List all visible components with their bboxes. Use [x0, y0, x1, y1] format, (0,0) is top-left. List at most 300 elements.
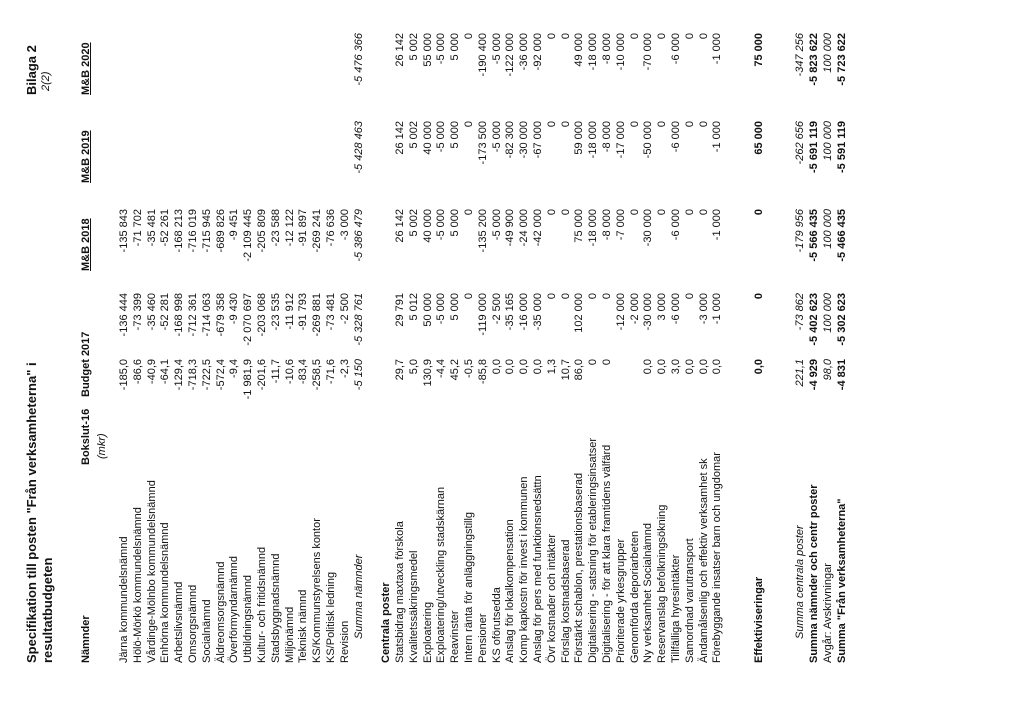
table-row [146, 23, 160, 663]
row-label: Summa centrala poster [794, 525, 807, 639]
attachment-label: Bilaga 2 [24, 45, 39, 95]
row-value: -5 000 [490, 209, 503, 241]
row-value: 0 [545, 33, 558, 40]
row-value: -30 000 [518, 121, 531, 159]
row-value: -205 809 [256, 209, 268, 253]
table-row [780, 23, 794, 663]
row-value: -2 070 697 [242, 293, 255, 346]
row-value: 0 [601, 293, 613, 300]
row-value: 0,0 [490, 359, 503, 375]
row-value: -35 481 [145, 209, 158, 247]
row-value: -173 500 [476, 121, 489, 165]
row-value: 5 012 [407, 293, 420, 321]
row-value: -18 000 [587, 121, 600, 159]
table-row [325, 23, 339, 663]
row-value: -73 399 [131, 293, 144, 331]
row-value: -30 000 [642, 293, 655, 331]
row-value: 0 [559, 293, 572, 300]
row-label: Enhörna kommundelsnämnd [159, 522, 172, 663]
row-value: -269 241 [311, 209, 324, 253]
row-value: -5 691 119 [808, 121, 820, 173]
row-value: -92 000 [532, 33, 544, 71]
row-value: -201,6 [256, 359, 268, 391]
row-value: 0 [545, 209, 558, 216]
column-header-mb-2019: M&B 2019 [80, 130, 92, 183]
row-value: -4,4 [435, 359, 448, 378]
row-value: 0 [559, 33, 572, 40]
row-label: Avgår: Avskrivningar [821, 563, 834, 663]
row-value: 0 [587, 359, 600, 366]
row-label: Förstärkt schablon, prestationsbaserad [573, 472, 586, 663]
row-value: 0,0 [752, 359, 765, 375]
row-label: Hölö-Mörkö kommundelsnämnd [131, 507, 144, 663]
row-value: -5 591 119 [835, 121, 848, 173]
row-value: -71,6 [325, 359, 337, 385]
row-value: 0 [463, 33, 475, 40]
row-value: 0,0 [642, 359, 655, 375]
row-value: -5 386 479 [352, 209, 365, 262]
row-value: 0 [463, 121, 475, 128]
row-label: Ny verksamhet Socialnämnd [642, 522, 655, 663]
row-value: -5 466 435 [835, 209, 848, 262]
row-value: -1 000 [711, 293, 724, 325]
row-value: -40,9 [145, 359, 158, 385]
document-title-line-2: resultatbudgeten [40, 557, 55, 663]
row-label: Pensioner [476, 613, 489, 663]
row-value: 0 [601, 359, 613, 366]
row-value: -71 702 [131, 209, 144, 247]
row-value: -0,5 [463, 359, 475, 378]
row-value: 100 000 [821, 121, 834, 161]
row-value: -1 981,9 [242, 359, 255, 400]
table-row [339, 23, 353, 663]
row-label: Äldreomsorgsnämnd [214, 561, 227, 663]
row-label: Statsbidrag maxtaxa förskola [394, 521, 406, 663]
table-row [187, 23, 201, 663]
table-row [739, 23, 753, 663]
row-label: Summa "Från verksamheterna" [835, 498, 848, 663]
row-label: Kvalitetssäkringsmedel [407, 550, 420, 663]
row-label: Omsorgsnämnd [187, 584, 199, 663]
row-value: 26 142 [394, 121, 406, 155]
table-row [698, 23, 712, 663]
table-row [684, 23, 698, 663]
unit-label: (mkr) [96, 433, 108, 459]
row-value: 3,0 [670, 359, 682, 375]
table-row [656, 23, 670, 663]
row-value: 100 000 [821, 209, 834, 249]
row-value: 5 000 [449, 33, 462, 61]
row-value: 0 [683, 33, 696, 40]
row-value: -4 831 [835, 359, 848, 391]
row-value: -2 500 [338, 293, 351, 325]
row-value: -6 000 [670, 33, 682, 65]
row-value: 49 000 [573, 33, 586, 67]
row-label: Summa nämnder [352, 554, 365, 639]
table-row [725, 23, 739, 663]
table-row [159, 23, 173, 663]
row-value: -11 912 [283, 293, 296, 330]
row-label: Överförmyndarnämnd [228, 556, 241, 663]
row-value: 26 142 [394, 209, 406, 243]
column-header-mb-2018: M&B 2018 [80, 218, 92, 271]
row-value: -5 000 [435, 121, 448, 153]
row-label: Arbetslivsnämnd [173, 581, 186, 663]
row-value: 0 [683, 293, 696, 300]
row-value: 75 000 [573, 209, 586, 243]
row-value: 29,7 [394, 359, 406, 381]
table-row [422, 23, 436, 663]
row-value: -269 881 [311, 293, 324, 337]
row-label: Järna kommundelsnämnd [118, 536, 130, 663]
row-value: 65 000 [752, 121, 765, 155]
row-value: -122 000 [504, 33, 517, 77]
table-row [753, 23, 767, 663]
row-value: 26 142 [394, 33, 406, 67]
row-value: 75 000 [752, 33, 765, 67]
row-value: -24 000 [518, 209, 531, 247]
row-value: 0 [545, 121, 558, 128]
row-value: -9 430 [228, 293, 241, 325]
table-row [256, 23, 270, 663]
row-label: Förslag kostnadsbaserad [559, 539, 572, 663]
row-label: Socialnämnd [200, 599, 213, 663]
row-value: -262 656 [794, 121, 807, 165]
row-label: Digitalisering - satsning för etableringsinsatser [587, 438, 600, 663]
row-value: -718,3 [187, 359, 199, 391]
table-row [270, 23, 284, 663]
row-value: 40 000 [421, 121, 434, 155]
table-row [132, 23, 146, 663]
row-value: 0 [697, 121, 710, 128]
row-value: 0,0 [532, 359, 544, 375]
row-label: Effektiviseringar [752, 576, 765, 663]
row-value: -6 000 [670, 121, 682, 153]
row-value: -36 000 [518, 33, 531, 71]
row-value: -76 636 [325, 209, 337, 247]
row-value: 0 [697, 209, 710, 216]
table-row [587, 23, 601, 663]
row-label: Vårdinge-Mölnbo kommundelsnämnd [145, 480, 158, 663]
row-value: -73 862 [794, 293, 807, 331]
row-value: 5 000 [449, 293, 462, 321]
table-row [201, 23, 215, 663]
row-value: -119 000 [476, 293, 489, 336]
row-label: Övr kostnader och intäkter [545, 533, 558, 663]
row-value: -12 122 [283, 209, 296, 247]
table-row [629, 23, 643, 663]
table-row [118, 23, 132, 663]
table-row [836, 23, 850, 663]
row-value: -91 793 [297, 293, 310, 331]
row-value: -722,5 [200, 359, 213, 391]
row-value: 0,0 [518, 359, 531, 375]
row-value: 0 [559, 209, 572, 216]
row-value: -1 000 [711, 33, 724, 65]
table-row [822, 23, 836, 663]
table-row [518, 23, 532, 663]
row-label: KS oförutsedda [490, 587, 503, 663]
row-value: -572,4 [214, 359, 227, 391]
table-row [532, 23, 546, 663]
row-value: 1,3 [545, 359, 558, 375]
row-value: 0 [587, 293, 600, 300]
row-value: -5 476 366 [352, 33, 365, 86]
table-row [297, 23, 311, 663]
row-value: 10,7 [559, 359, 572, 381]
table-row [284, 23, 298, 663]
row-label: Stadsbyggnadsnämnd [269, 553, 282, 663]
row-value: -52 281 [159, 293, 172, 331]
row-value: 5 000 [449, 121, 462, 149]
row-value: 0,0 [504, 359, 517, 375]
table-row [546, 23, 560, 663]
row-value: -5 328 761 [352, 293, 365, 346]
table-row [711, 23, 725, 663]
row-value: -258,5 [311, 359, 324, 391]
row-value: -689 826 [214, 209, 227, 253]
row-value: -179 956 [794, 209, 807, 253]
row-value: -715 945 [200, 209, 213, 253]
row-label: Kultur- och fritidsnämnd [256, 546, 268, 663]
row-value: -11,7 [269, 359, 282, 384]
row-label: Reavinster [449, 610, 462, 663]
table-row [504, 23, 518, 663]
row-value: 5 002 [407, 33, 420, 61]
row-label: Revision [338, 620, 351, 663]
table-row [228, 23, 242, 663]
row-value: 5 000 [449, 209, 462, 237]
row-value: -5 566 435 [808, 209, 820, 262]
row-label: Reservanslag befolkningsökning [656, 504, 669, 663]
row-value: -83,4 [297, 359, 310, 385]
row-value: -168 213 [173, 209, 186, 253]
row-value: -10 000 [614, 33, 627, 71]
row-value: 55 000 [421, 33, 434, 67]
row-value: -35 165 [504, 293, 517, 331]
row-value: -203 068 [256, 293, 268, 337]
row-label: Förebyggande insatser barn och ungdomar [711, 452, 724, 663]
row-value: -18 000 [587, 209, 600, 247]
row-value: 0,0 [697, 359, 710, 375]
row-value: -716 019 [187, 209, 199, 253]
row-value: -712 361 [187, 293, 199, 337]
row-value: 0 [752, 209, 765, 216]
table-row [173, 23, 187, 663]
row-value: 5 002 [407, 209, 420, 237]
row-value: -135 200 [476, 209, 489, 253]
row-value: -17 000 [614, 121, 627, 159]
row-value: -347 256 [794, 33, 807, 77]
row-value: -6 000 [670, 293, 682, 325]
table-row [242, 23, 256, 663]
row-label: Tillfälliga hyresintäkter [670, 554, 682, 663]
row-value: 0 [656, 33, 669, 40]
row-value: -35 000 [532, 293, 544, 331]
row-label: Digitalisering - för att klara framtidens välfärd [601, 444, 613, 663]
row-value: 0,0 [711, 359, 724, 375]
row-value: 98,0 [821, 359, 834, 381]
table-row [615, 23, 629, 663]
row-value: -6 000 [670, 209, 682, 241]
row-value: -5 000 [435, 209, 448, 241]
row-value: 100 000 [821, 293, 834, 333]
page-number: 2(2) [40, 71, 52, 91]
row-label: Prioriterade yrkesgrupper [614, 538, 627, 663]
row-label: Summa nämnder och centr poster [808, 484, 820, 663]
row-value: 0,0 [683, 359, 696, 375]
row-value: 0 [628, 33, 641, 40]
table-row [808, 23, 822, 663]
row-value: 100 000 [821, 33, 834, 73]
row-value: -7 000 [614, 209, 627, 241]
row-label: Anslag för lokalkompensation [504, 519, 517, 663]
row-value: -5 000 [490, 33, 503, 65]
row-value: -8 000 [601, 33, 613, 65]
row-value: -73 481 [325, 293, 337, 331]
table-row [491, 23, 505, 663]
row-value: -16 000 [518, 293, 531, 331]
row-value: -714 063 [200, 293, 213, 337]
row-label: Anslag för pers med funktionsnedsättn [532, 475, 544, 663]
document-title-line-1: Specifikation till posten "Från verksamheterna" i [24, 362, 39, 663]
row-value: 0 [463, 209, 475, 216]
row-value: 86,0 [573, 359, 586, 381]
row-value: -135 843 [118, 209, 130, 253]
row-value: 0 [559, 121, 572, 128]
table-row [366, 23, 380, 663]
column-header-label: Nämnder [80, 615, 92, 663]
row-value: -5 000 [435, 33, 448, 65]
row-value: -70 000 [642, 33, 655, 71]
row-value: -9,4 [228, 359, 241, 378]
row-value: -50 000 [642, 121, 655, 159]
column-header-mb-2020: M&B 2020 [80, 42, 92, 95]
row-value: -4 929 [808, 359, 820, 391]
row-value: 0 [463, 293, 475, 300]
row-value: -42 000 [532, 209, 544, 247]
row-value: 50 000 [421, 293, 434, 327]
row-value: -67 000 [532, 121, 544, 159]
table-row [573, 23, 587, 663]
table-row [601, 23, 615, 663]
row-value: 0 [628, 121, 641, 128]
row-value: -10,6 [283, 359, 296, 385]
table-row [794, 23, 808, 663]
row-value: -82 300 [504, 121, 517, 159]
row-value: 5 002 [407, 121, 420, 149]
row-value: -5 428 463 [352, 121, 365, 174]
table-row [449, 23, 463, 663]
row-value: 0 [683, 121, 696, 128]
row-value: -5 150 [352, 359, 365, 391]
row-value: -190 400 [476, 33, 489, 77]
row-value: -185,0 [118, 359, 130, 391]
row-label: Centrala poster [380, 582, 393, 663]
table-row [435, 23, 449, 663]
table-row [408, 23, 422, 663]
row-value: -2 500 [490, 293, 503, 325]
row-value: 59 000 [573, 121, 586, 155]
table-row [353, 23, 367, 663]
row-value: -679 358 [214, 293, 227, 337]
table-row [670, 23, 684, 663]
row-value: -5 000 [490, 121, 503, 153]
row-value: -9 451 [228, 209, 241, 241]
row-value: -35 460 [145, 293, 158, 331]
row-label: Komp kapkostn för invest i kommunen [518, 476, 531, 663]
row-label: Samordnad varutransport [683, 538, 696, 663]
row-label: Utbildningsnämnd [242, 574, 255, 663]
row-value: 102 000 [573, 293, 586, 333]
row-value: -129,4 [173, 359, 186, 391]
row-label: Miljönämnd [283, 606, 296, 663]
row-value: -64,1 [159, 359, 172, 385]
row-value: -5 000 [435, 293, 448, 325]
table-row [767, 23, 781, 663]
row-value: 0 [545, 293, 558, 300]
row-value: 3 000 [656, 293, 669, 321]
table-row [311, 23, 325, 663]
row-label: Genomförda deporiarbeten [628, 530, 641, 663]
row-value: -1 000 [711, 209, 724, 241]
table-row [463, 23, 477, 663]
row-value: -86,6 [131, 359, 144, 385]
row-value: 5,0 [407, 359, 420, 375]
table-row [477, 23, 491, 663]
row-value: 221,1 [794, 359, 807, 387]
row-value: -5 823 622 [808, 33, 820, 86]
row-value: 0 [656, 209, 669, 216]
row-value: 130,9 [421, 359, 434, 387]
table-row [215, 23, 229, 663]
row-value: -2 109 445 [242, 209, 255, 262]
row-value: -30 000 [642, 209, 655, 247]
row-value: -3 000 [338, 209, 351, 241]
row-value: -8 000 [601, 209, 613, 241]
row-value: -91 897 [297, 209, 310, 247]
row-value: -12 000 [614, 293, 627, 331]
row-label: KS/Politisk ledning [325, 571, 337, 663]
table-row [394, 23, 408, 663]
row-value: -23 588 [269, 209, 282, 247]
row-value: 40 000 [421, 209, 434, 243]
row-value: -2 000 [628, 293, 641, 325]
row-value: 0 [628, 209, 641, 216]
row-value: -5 723 622 [835, 33, 848, 86]
row-value: -2,3 [338, 359, 351, 378]
row-value: 29 791 [394, 293, 406, 327]
row-value: 0 [697, 33, 710, 40]
row-value: 0 [752, 293, 765, 300]
table-row [560, 23, 574, 663]
row-label: Teknisk nämnd [297, 589, 310, 663]
row-value: -168 998 [173, 293, 186, 337]
row-label: KS/Kommunstyrelsens kontor [311, 518, 324, 663]
row-label: Ändamålsenlig och effektiv verksamhet sk [697, 458, 710, 663]
row-value: -23 535 [269, 293, 282, 331]
row-value: -3 000 [697, 293, 710, 325]
row-value: -5 302 623 [835, 293, 848, 346]
row-value: -52 261 [159, 209, 172, 247]
row-value: 0,0 [656, 359, 669, 375]
column-header-bokslut: Bokslut-16 [80, 408, 92, 465]
row-label: Exploatering/utveckling stadskärnan [435, 486, 448, 663]
row-value: 0 [656, 121, 669, 128]
row-label: Intern ränta för anläggningstillg [463, 511, 475, 663]
row-value: -85,8 [476, 359, 489, 385]
table-row [380, 23, 394, 663]
